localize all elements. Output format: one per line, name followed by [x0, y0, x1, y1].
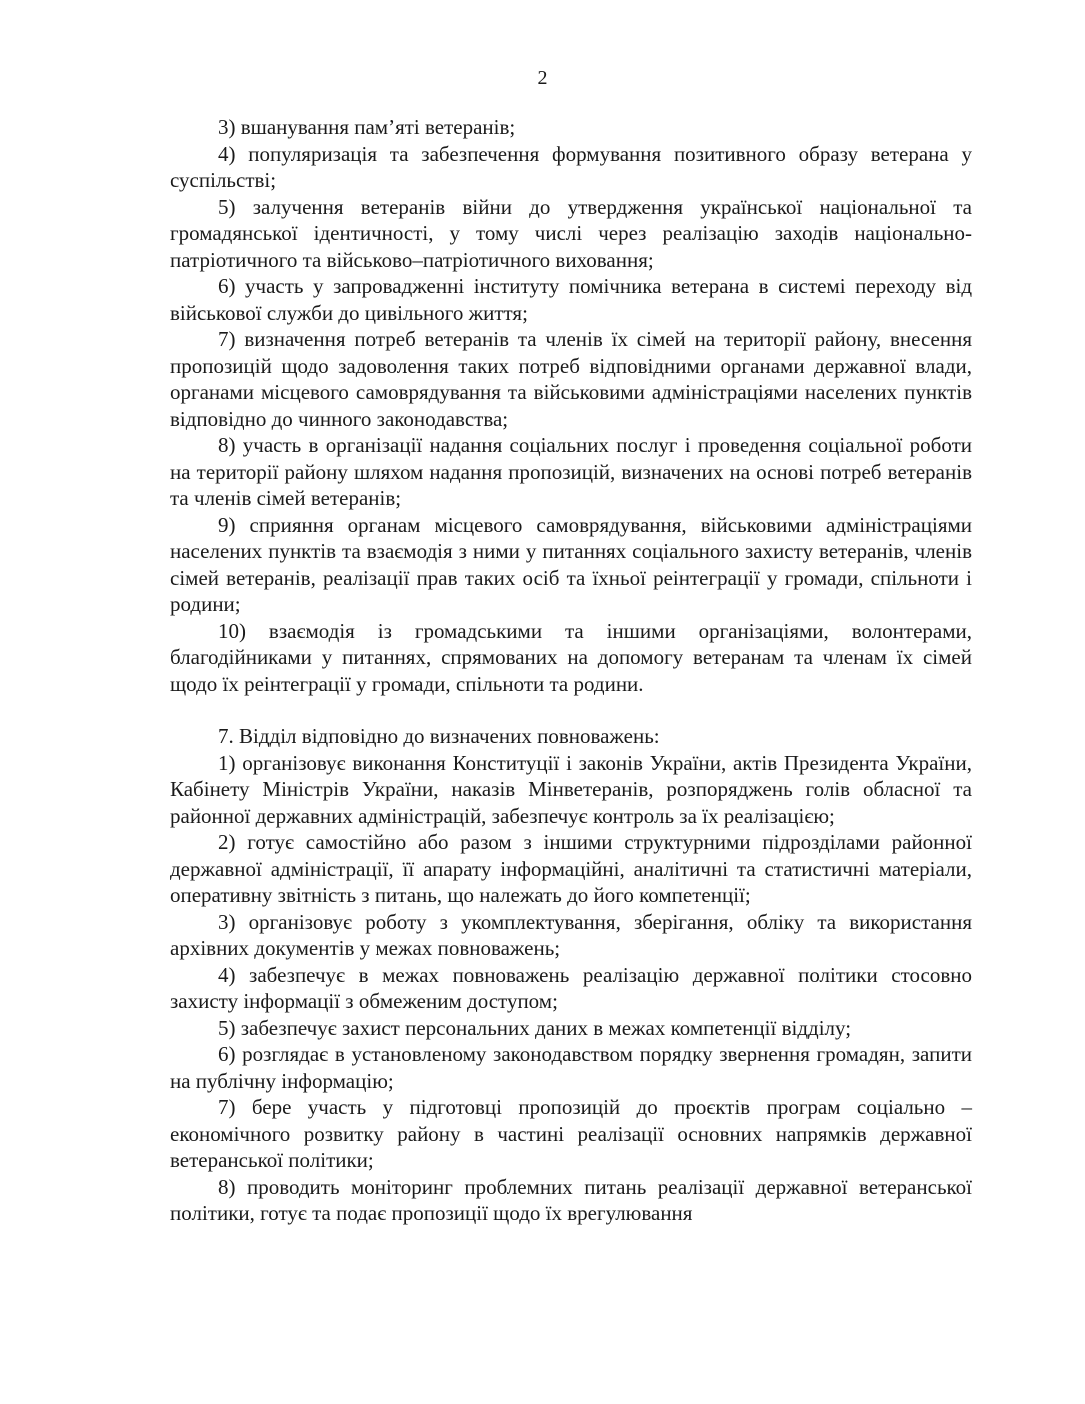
document-body [170, 114, 972, 1227]
list-item: 6) участь у запровадженні інституту помічника ветерана в системі переходу від військової служби до цивільного життя; [170, 274, 972, 325]
list-item: 3) організовує роботу з укомплектування, зберігання, обліку та використання архівних документів у межах повноважень; [170, 909, 972, 960]
list-item: 8) проводить моніторинг проблемних питань реалізації державної ветеранської політики, готує та подає пропозиції щодо їх врегулювання [170, 1174, 972, 1225]
list-item: 2) готує самостійно або разом з іншими структурними підрозділами районної державної адміністрації, її апарату інформаційні, аналітичні та статистичні матеріали, оперативну звітність з питань, що належать до його компетенції; [170, 830, 972, 907]
list-item: 7) бере участь у підготовці пропозицій до проєктів програм соціально – економічного розвитку району в частині реалізації основних напрямків державної ветеранської політики; [170, 1095, 972, 1172]
list-item: 10) взаємодія із громадськими та іншими організаціями, волонтерами, благодійниками у питаннях, спрямованих на допомогу ветеранам та членам їх сімей щодо їх реінтеграції у громади, спільноти та родини. [170, 618, 972, 696]
section-heading: 7. Відділ відповідно до визначених повноважень: [218, 724, 660, 748]
list-item: 7) визначення потреб ветеранів та членів їх сімей на території району, внесення пропозицій щодо задоволення таких потреб відповідними органами державної влади, органами місцевого самоврядування та військовими адміністраціями населених пунктів відповідно до чинного законодавства; [170, 327, 972, 431]
list-item: 1) організовує виконання Конституції і законів України, актів Президента України, Кабінету Міністрів України, наказів Мінветеранів, розпоряджень голів обласної та районної державних адміністрацій, забезпечує контроль за їх реалізацією; [170, 750, 972, 828]
list-item: 3) вшанування пам’яті ветеранів; [218, 115, 516, 139]
list-item: 5) залучення ветеранів війни до утвердження української національної та громадянської ідентичності, у тому числі через реалізацію заходів національно-патріотичного та військово–патріотичного виховання; [170, 194, 972, 272]
list-item: 4) забезпечує в межах повноважень реалізацію державної політики стосовно захисту інформації з обмеженим доступом; [170, 962, 972, 1013]
list-item: 9) сприяння органам місцевого самоврядування, військовими адміністраціями населених пунктів та взаємодія з ними у питаннях соціального захисту ветеранів, членів сімей ветеранів, реалізації прав таких осіб та їхньої реінтеграції у громади, спільноти і родини; [170, 512, 972, 616]
list-item: 8) участь в організації надання соціальних послуг і проведення соціальної роботи на території району шляхом надання пропозицій, визначених на основі потреб ветеранів та членів сімей ветеранів; [170, 433, 972, 510]
list-item: 4) популяризація та забезпечення формування позитивного образу ветерана у суспільстві; [170, 141, 972, 192]
list-item: 6) розглядає в установленому законодавством порядку звернення громадян, запити на публічну інформацію; [170, 1042, 972, 1093]
list-item: 5) забезпечує захист персональних даних в межах компетенції відділу; [218, 1015, 852, 1040]
page-number: 2 [537, 67, 548, 89]
